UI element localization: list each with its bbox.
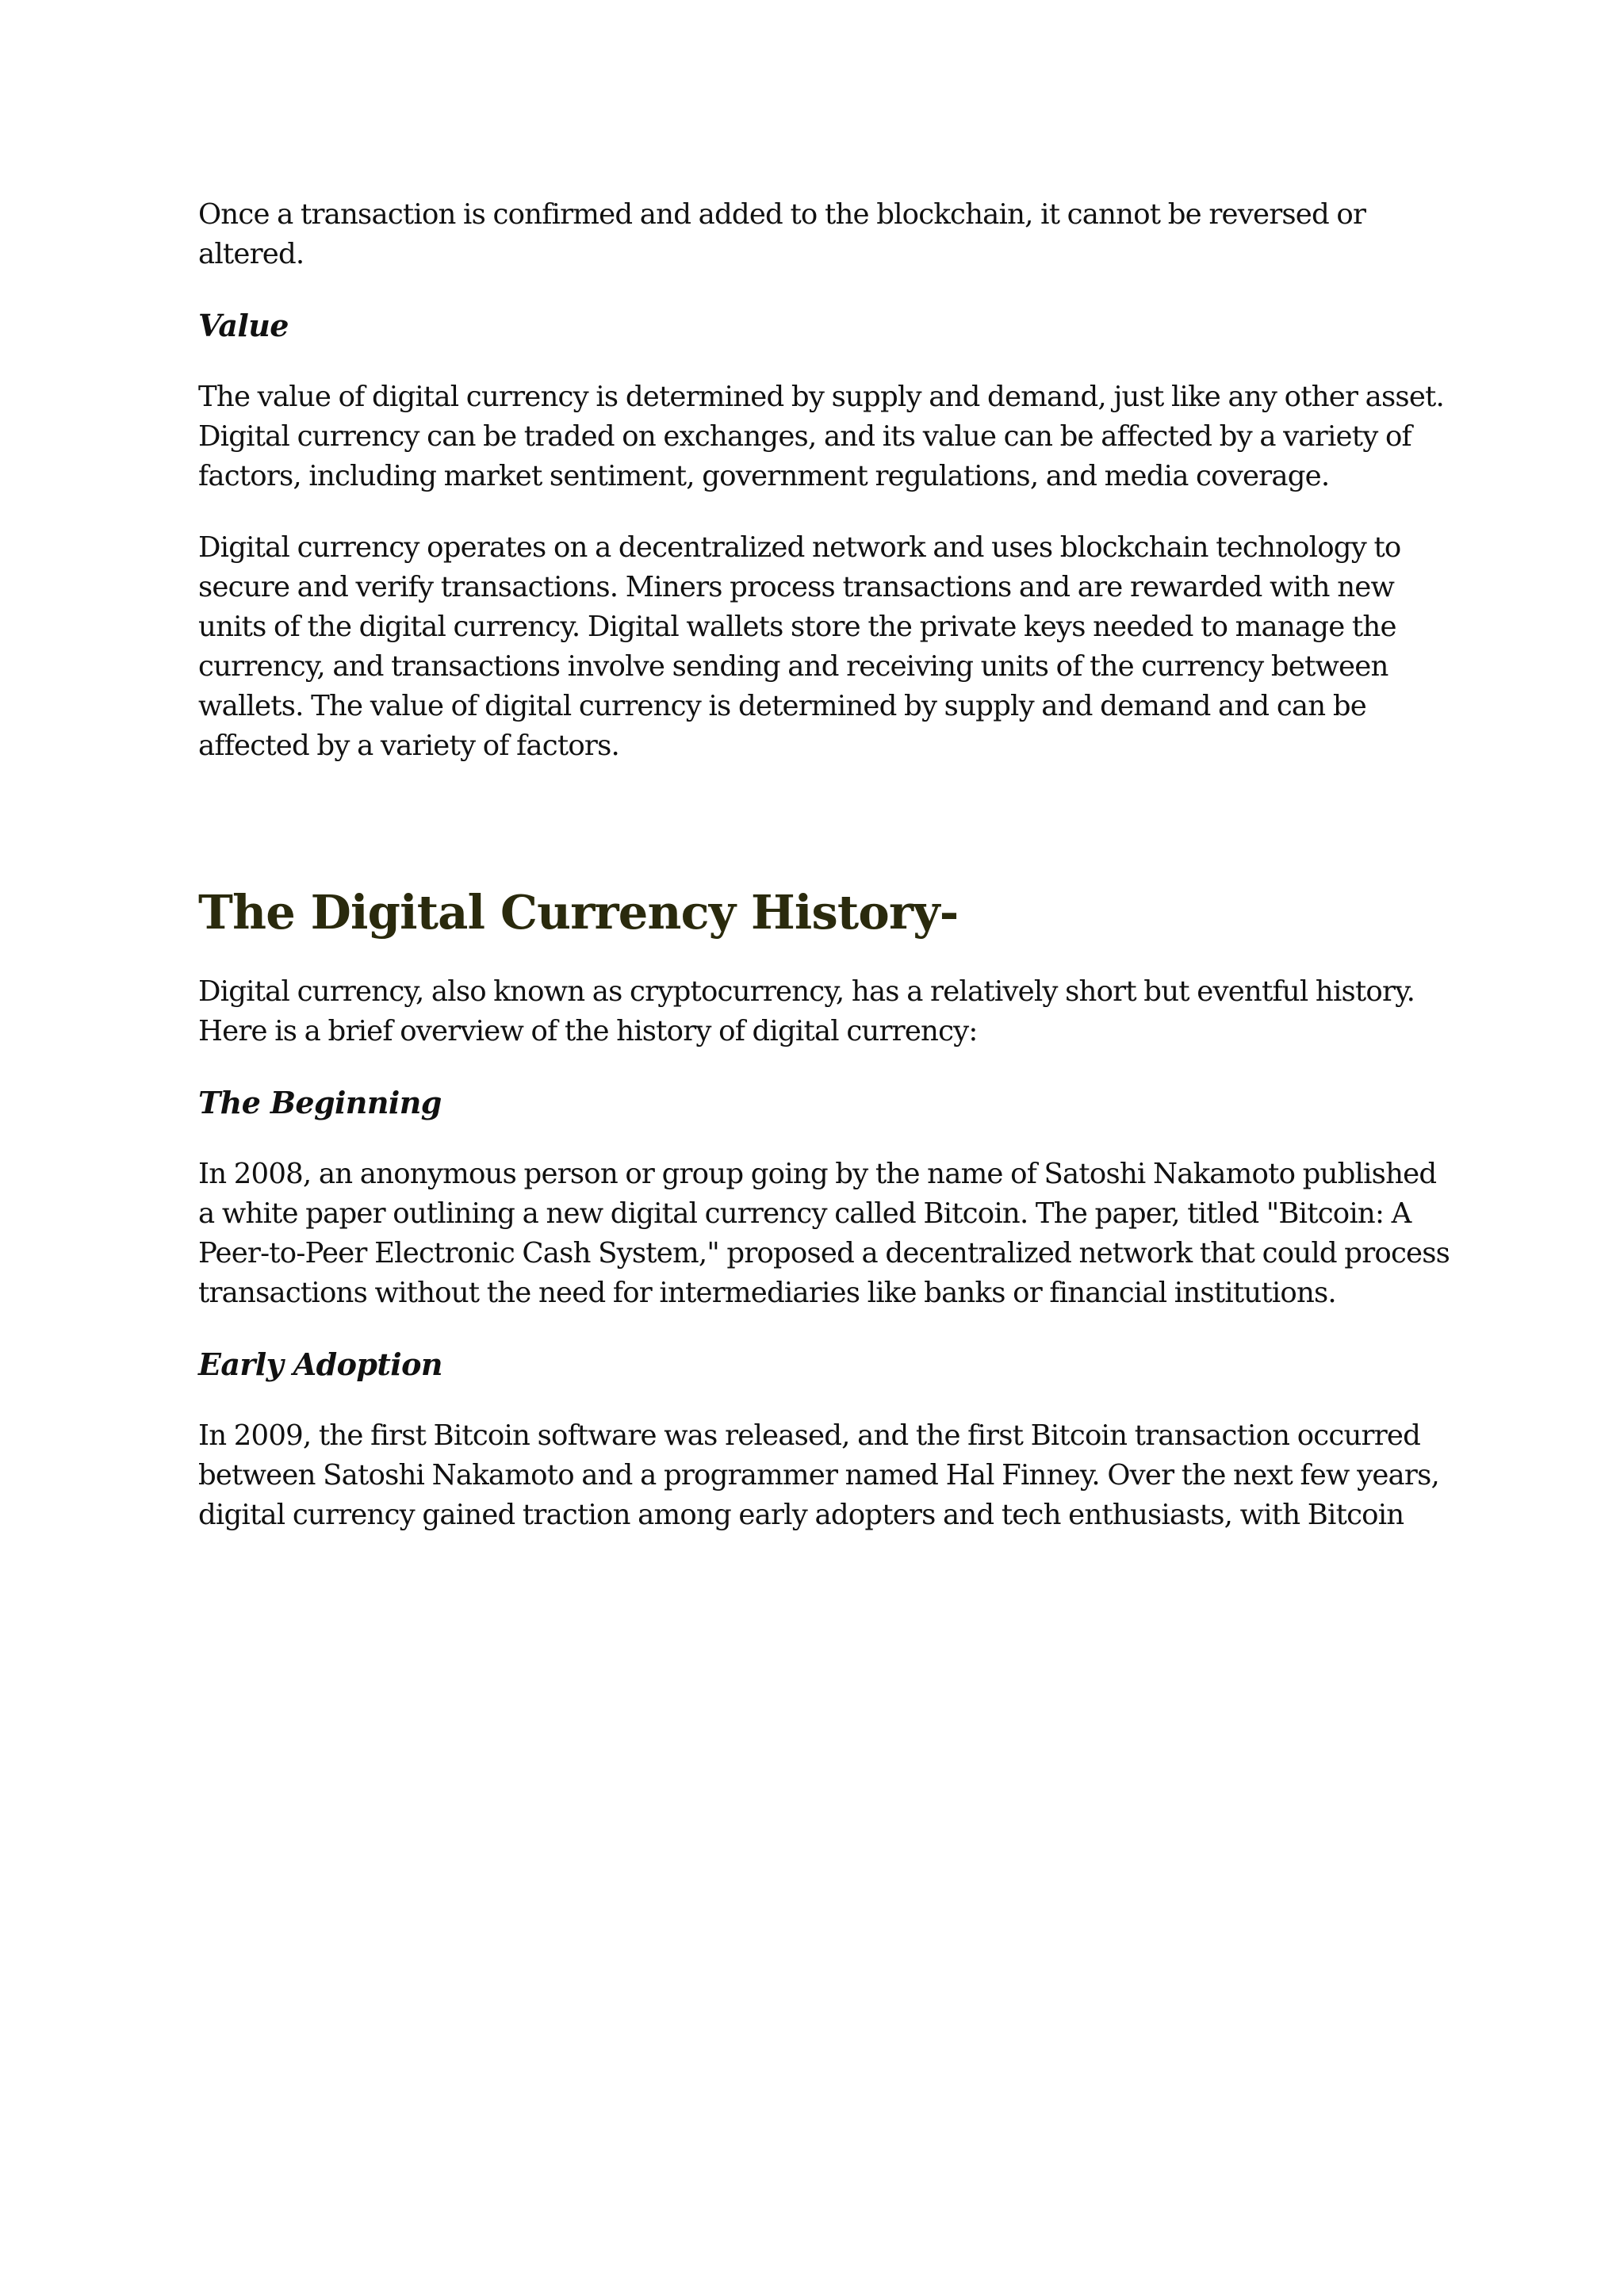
paragraph-early-adoption: In 2009, the first Bitcoin software was released, and the first Bitcoin transaction occurred between Satoshi Nakamoto and a programmer named Hal Finney. Over the next few years, digital currency gained traction among early adopters and tech enthusiasts, with Bitcoin	[198, 1419, 1439, 1531]
paragraph-value: The value of digital currency is determined by supply and demand, just like any other asset. Digital currency can be traded on exchanges, and its value can be affected by a variety of factors, including market sentiment, government regulations, and media coverage.	[198, 381, 1444, 492]
section-title-history: The Digital Currency History-	[198, 885, 959, 940]
document-page	[198, 195, 1451, 1535]
paragraph-transaction-irreversible: Once a transaction is confirmed and added to the blockchain, it cannot be reversed or altered.	[198, 198, 1366, 270]
paragraph-history-intro: Digital currency, also known as cryptocurrency, has a relatively short but eventful history. Here is a brief overview of the history of digital currency:	[198, 975, 1415, 1047]
paragraph-beginning: In 2008, an anonymous person or group going by the name of Satoshi Nakamoto published a white paper outlining a new digital currency called Bitcoin. The paper, titled "Bitcoin: A Peer-to-Peer Electronic Cash System," proposed a decentralized network that could process transactions without the need for intermediaries like banks or financial institutions.	[198, 1158, 1450, 1309]
paragraph-summary: Digital currency operates on a decentralized network and uses blockchain technology to secure and verify transactions. Miners process transactions and are rewarded with new units of the digital currency. Digital wallets store the private keys needed to manage the currency, and transactions involve sending and receiving units of the currency between wallets. The value of digital currency is determined by supply and demand and can be affected by a variety of factors.	[198, 531, 1401, 762]
subheading-value: Value	[198, 308, 289, 343]
subheading-beginning: The Beginning	[198, 1085, 442, 1120]
subheading-early-adoption: Early Adoption	[198, 1346, 442, 1382]
